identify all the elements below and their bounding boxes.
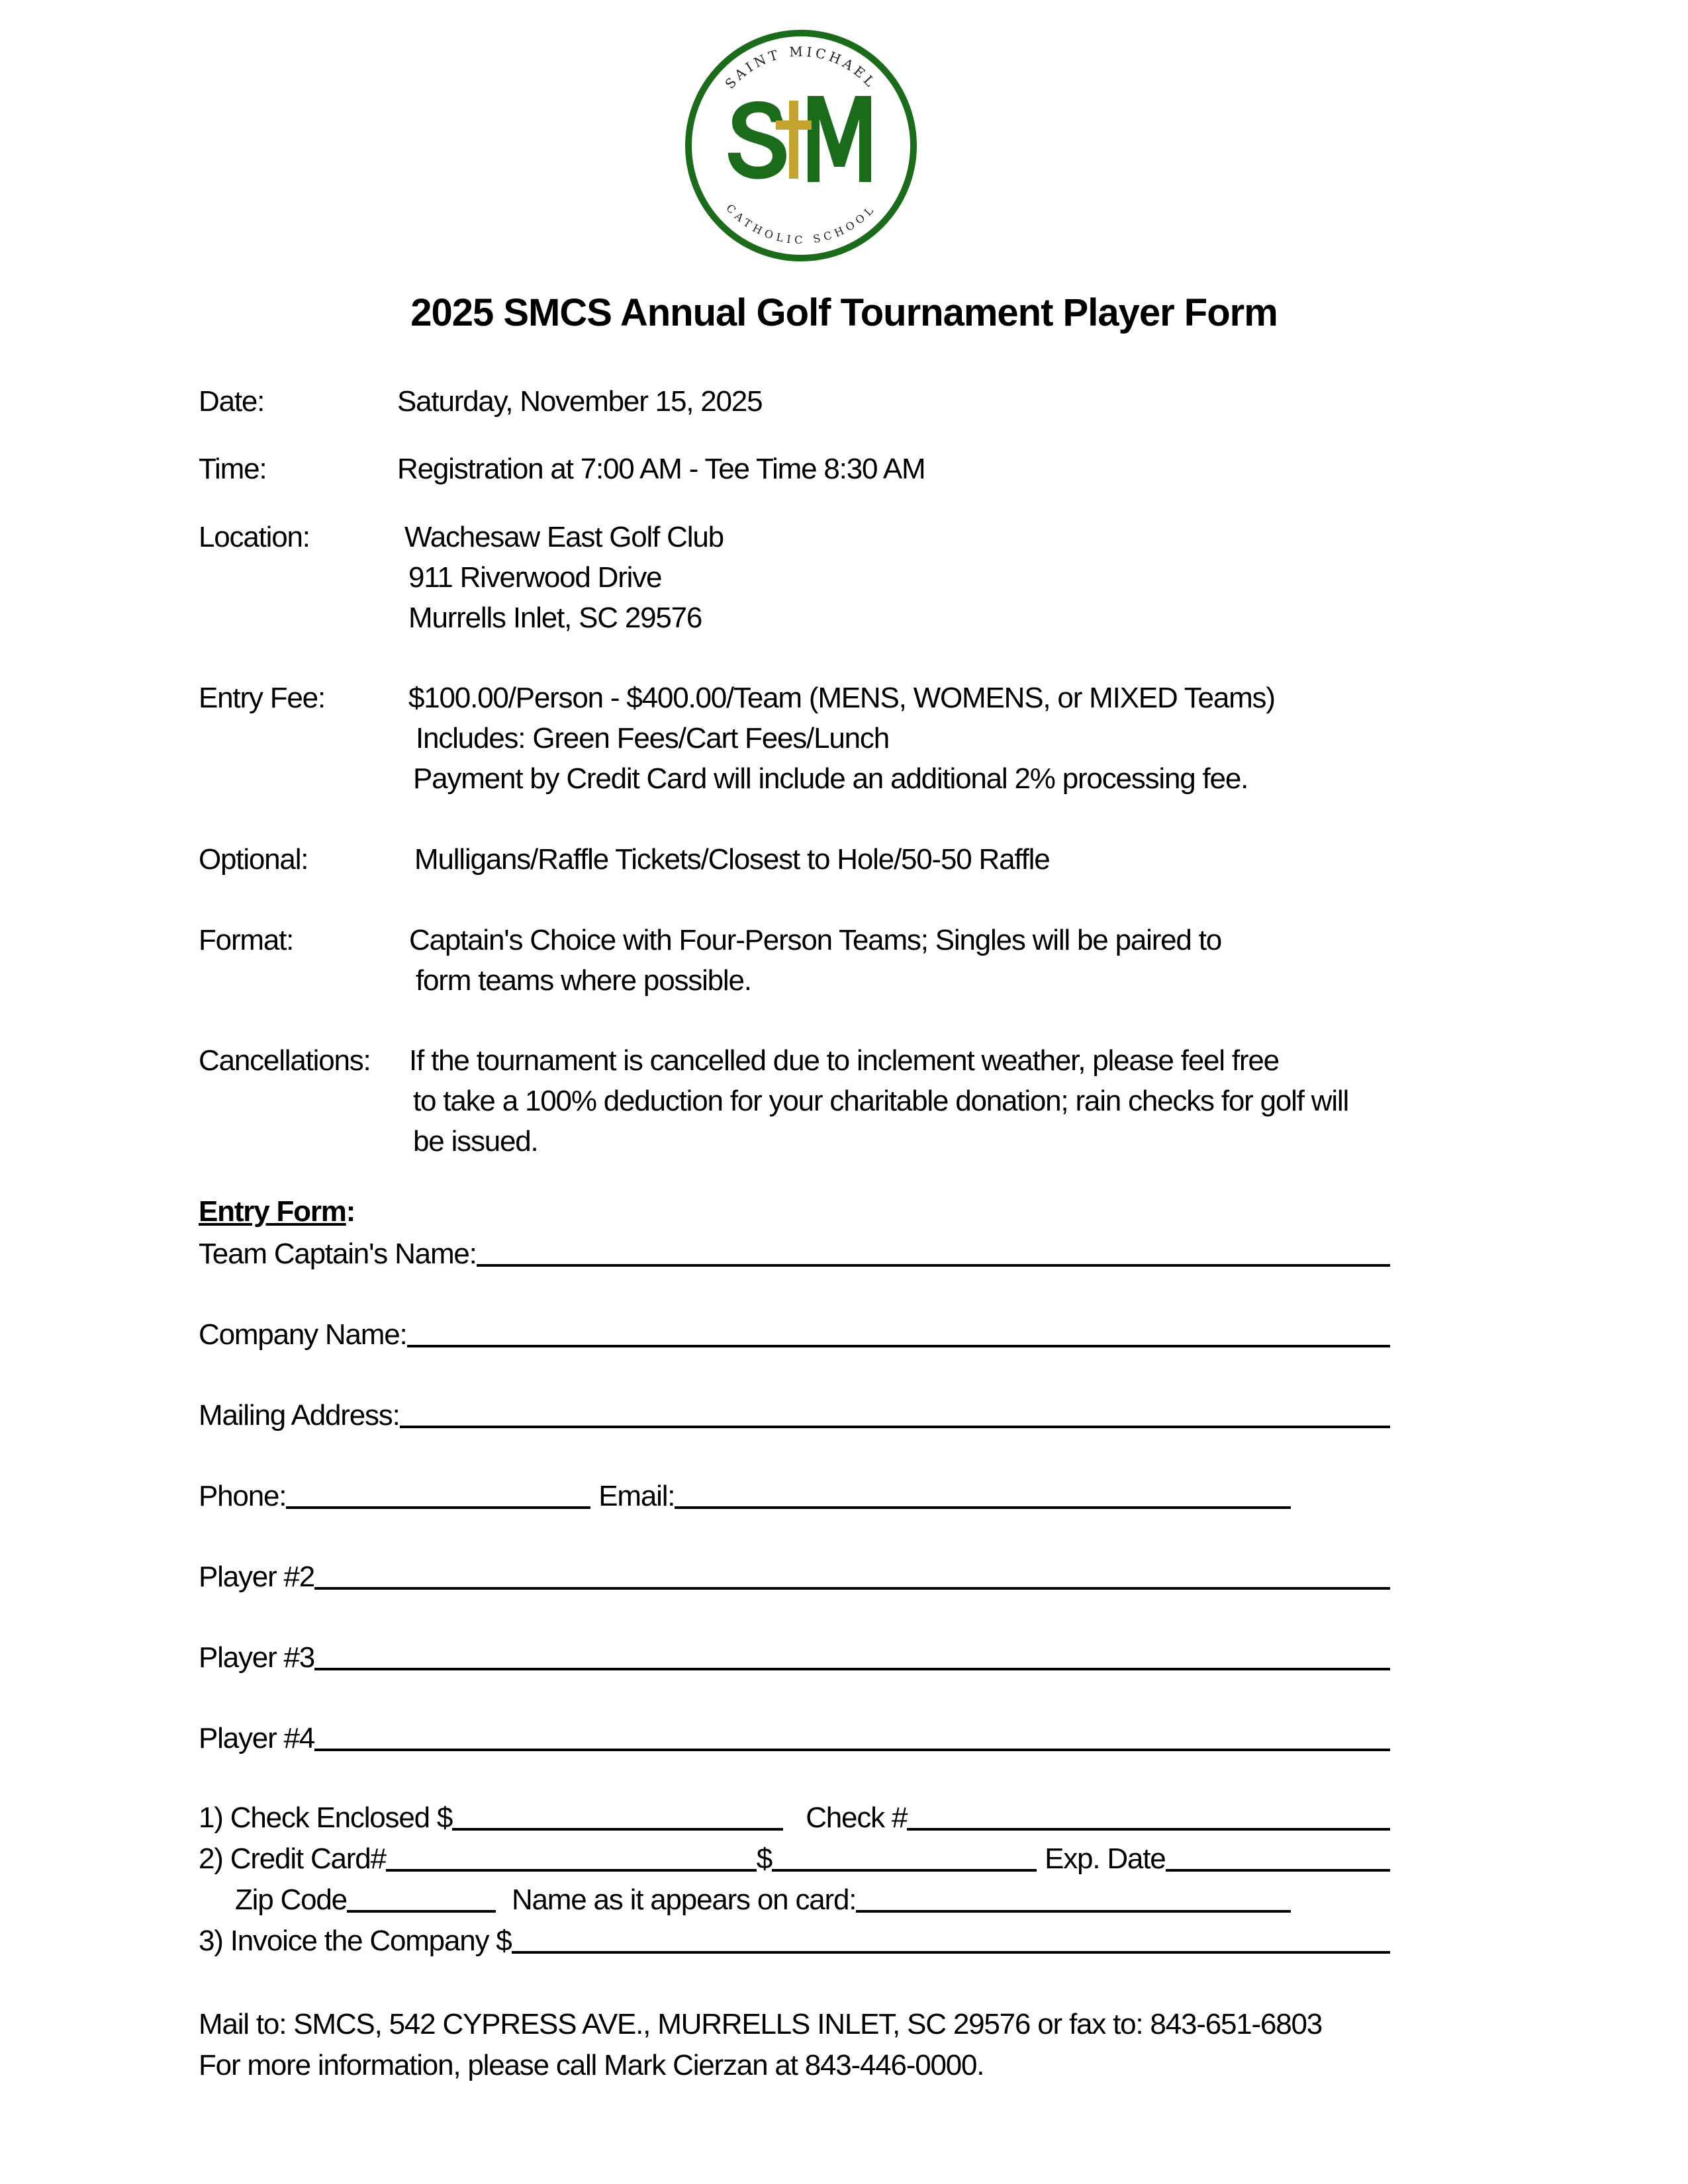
credit-card-label: 2) Credit Card# [199,1843,386,1875]
player-2-input[interactable] [314,1587,1390,1590]
date-label: Date: [199,385,265,418]
player-2-label: Player #2 [199,1561,315,1593]
player-4-input[interactable] [314,1749,1390,1751]
logo-cross-vertical [789,101,798,179]
exp-date-input[interactable] [1166,1869,1391,1872]
mailing-address-label: Mailing Address: [199,1399,400,1432]
player-2-field[interactable] [199,1558,1390,1594]
team-captain-field[interactable] [199,1235,1390,1271]
company-name-label: Company Name: [199,1318,407,1351]
check-enclosed-label: 1) Check Enclosed $ [199,1801,453,1834]
format-label: Format: [199,924,294,956]
zip-code-input[interactable] [347,1910,496,1913]
credit-card-input[interactable] [386,1869,757,1872]
format-line-2: form teams where possible. [416,964,751,997]
phone-input[interactable] [286,1506,590,1509]
email-label: Email: [598,1480,675,1512]
cancellations-line-3: be issued. [413,1125,538,1158]
player-4-label: Player #4 [199,1722,315,1754]
exp-date-label: Exp. Date [1045,1843,1166,1875]
logo-cross-horizontal [776,120,812,130]
cc-amount-input[interactable] [772,1869,1037,1872]
school-logo [682,26,920,265]
invoice-label: 3) Invoice the Company $ [199,1925,512,1957]
team-captain-label: Team Captain's Name: [199,1238,477,1270]
phone-label: Phone: [199,1480,287,1512]
logo-ring [688,33,914,258]
format-line-1: Captain's Choice with Four-Person Teams; Singles will be paired to [409,924,1222,956]
entry-form-heading [199,1195,355,1228]
time-value: Registration at 7:00 AM - Tee Time 8:30 AM [397,453,925,485]
email-input[interactable] [675,1506,1291,1509]
page-title: 2025 SMCS Annual Golf Tournament Player Form [410,291,1278,334]
location-label: Location: [199,521,310,553]
check-row [199,1799,1390,1835]
name-on-card-input[interactable] [856,1910,1291,1913]
entry-form-heading-text: Entry Form [199,1195,346,1228]
optional-value: Mulligans/Raffle Tickets/Closest to Hole/50-50 Raffle [414,843,1050,876]
entry-fee-line-1: $100.00/Person - $400.00/Team (MENS, WOMENS, or MIXED Teams) [408,682,1275,714]
logo-bottom-text: CATHOLIC SCHOOL [724,201,878,247]
player-3-label: Player #3 [199,1641,315,1674]
cancellations-label: Cancellations: [199,1044,371,1077]
entry-fee-label: Entry Fee: [199,682,325,714]
player-4-field[interactable] [199,1719,1390,1755]
zip-code-label: Zip Code [235,1884,347,1916]
mailing-address-input[interactable] [400,1426,1390,1428]
cc-amount-label: $ [756,1843,773,1875]
phone-email-row [199,1477,1291,1513]
player-3-input[interactable] [314,1668,1390,1670]
check-enclosed-input[interactable] [452,1828,783,1831]
team-captain-input[interactable] [477,1264,1390,1267]
check-number-input[interactable] [907,1828,1390,1831]
date-value: Saturday, November 15, 2025 [397,385,763,418]
cancellations-line-1: If the tournament is cancelled due to inclement weather, please feel free [409,1044,1279,1077]
entry-form-heading-colon: : [346,1195,355,1228]
credit-card-row [199,1840,1390,1876]
location-line-3: Murrells Inlet, SC 29576 [408,602,702,634]
time-label: Time: [199,453,267,485]
company-name-input[interactable] [407,1345,1390,1347]
company-name-field[interactable] [199,1316,1390,1351]
cancellations-line-2: to take a 100% deduction for your charitable donation; rain checks for golf will [413,1085,1349,1117]
mailing-address-field[interactable] [199,1396,1390,1432]
check-number-label: Check # [806,1801,908,1834]
name-on-card-label: Name as it appears on card: [511,1884,857,1916]
location-line-2: 911 Riverwood Drive [408,561,662,594]
entry-fee-line-3: Payment by Credit Card will include an additional 2% processing fee. [413,762,1248,795]
mail-to-text: Mail to: SMCS, 542 CYPRESS AVE., MURRELLS INLET, SC 29576 or fax to: 843-651-6803 [199,2008,1323,2040]
logo-top-text: SAINT MICHAEL [722,43,880,92]
more-info-text: For more information, please call Mark Cierzan at 843-446-0000. [199,2049,984,2081]
location-line-1: Wachesaw East Golf Club [404,521,724,553]
card-details-row [235,1881,1291,1917]
optional-label: Optional: [199,843,308,876]
invoice-input[interactable] [512,1951,1390,1954]
player-3-field[interactable] [199,1639,1390,1674]
entry-fee-line-2: Includes: Green Fees/Cart Fees/Lunch [416,722,889,754]
invoice-field[interactable] [199,1922,1390,1958]
